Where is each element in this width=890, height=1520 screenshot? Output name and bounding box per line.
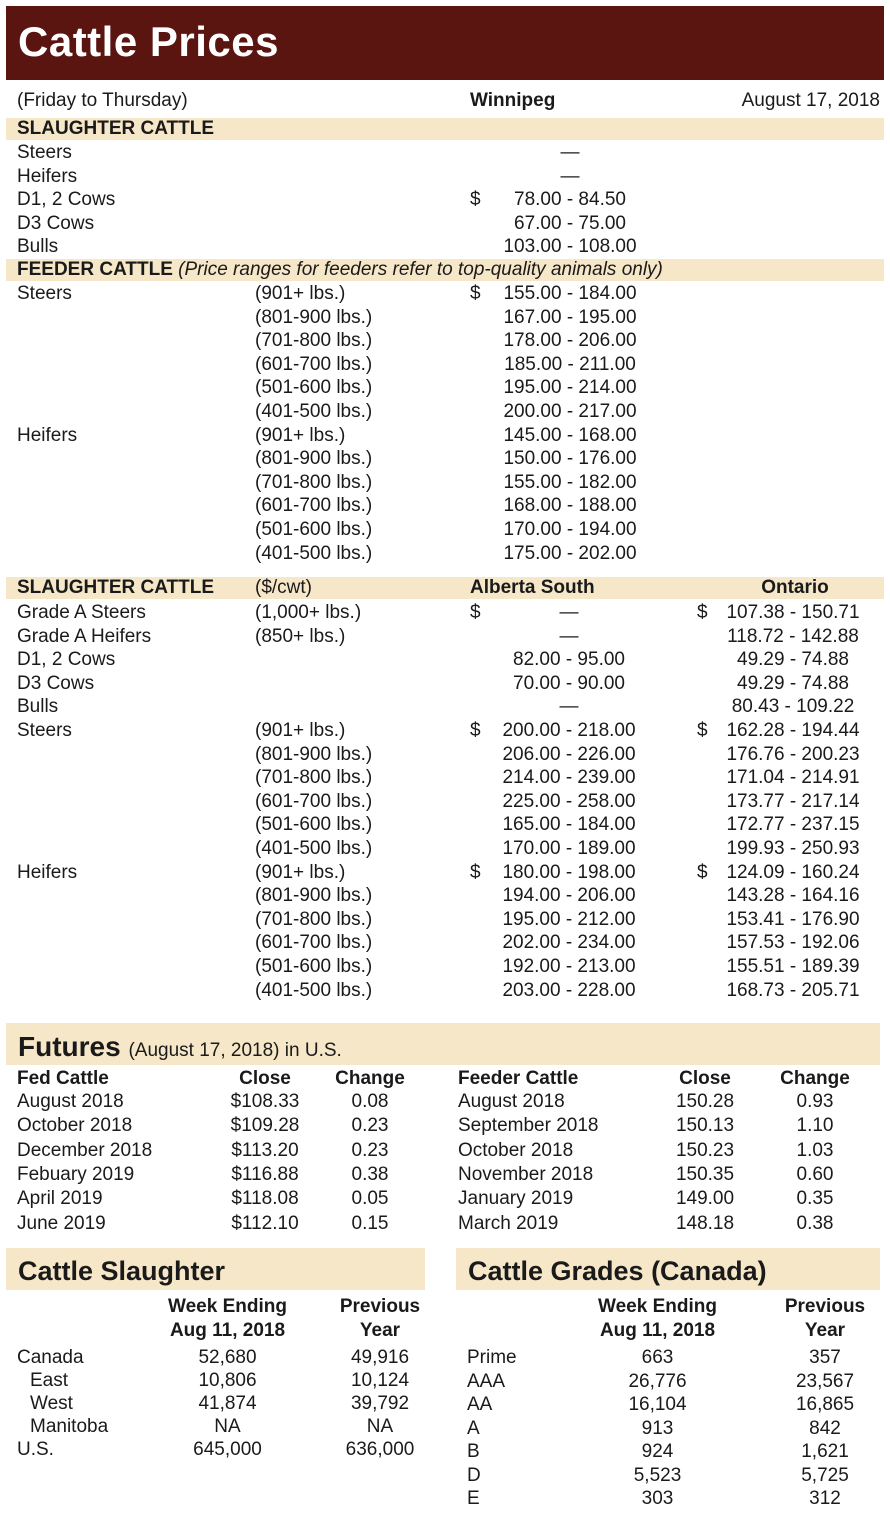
weight-class: (501-600 lbs.) [255, 956, 373, 977]
alberta-price: 214.00 - 239.00 [502, 767, 636, 789]
row-label: Heifers [17, 165, 78, 187]
currency-symbol: $ [697, 861, 708, 883]
prev-value: NA [366, 1416, 394, 1437]
futures-subtitle: (August 17, 2018) in U.S. [128, 1040, 342, 1061]
weight-class: (601-700 lbs.) [255, 353, 373, 375]
alberta-price: — [559, 602, 579, 623]
futures-title: Futures [18, 1031, 121, 1062]
unit-label: ($/cwt) [255, 577, 312, 598]
alberta-price: — [559, 625, 579, 647]
section-header-slaughter2: SLAUGHTER CATTLE [17, 577, 215, 598]
section-header-feeder [17, 259, 663, 281]
feeder-header-cell: Change [780, 1068, 850, 1089]
weight-class: (401-500 lbs.) [255, 401, 373, 422]
ontario-price: 49.29 - 74.88 [737, 672, 849, 694]
weight-class: (501-600 lbs.) [255, 519, 373, 540]
report-date: August 17, 2018 [741, 90, 880, 111]
feeder-cell: March 2019 [458, 1212, 559, 1234]
weight-class: (501-600 lbs.) [255, 377, 373, 399]
feeder-cell: 150.23 [675, 1139, 735, 1161]
prev-value: 5,725 [801, 1464, 849, 1486]
ontario-price: 107.38 - 150.71 [726, 602, 860, 623]
weight-class: (501-600 lbs.) [255, 814, 373, 836]
price-range: 195.00 - 214.00 [503, 377, 637, 399]
prev-value: 312 [809, 1488, 841, 1509]
feeder-cell: August 2018 [458, 1091, 565, 1112]
weight-class: (801-900 lbs.) [255, 306, 373, 328]
week-value: 913 [641, 1417, 674, 1439]
price-range: 170.00 - 194.00 [503, 519, 637, 540]
weight-class: (601-700 lbs.) [255, 790, 373, 812]
row-label: D1, 2 Cows [17, 649, 116, 671]
fed-cell: 0.23 [351, 1115, 389, 1137]
row-label: Bulls [17, 236, 59, 257]
row-label: West [30, 1393, 73, 1414]
weight-class: (901+ lbs.) [255, 720, 346, 741]
row-label: Steers [17, 283, 72, 304]
row-label: D3 Cows [17, 672, 95, 694]
fed-cell: $112.10 [231, 1212, 299, 1234]
week-value: 303 [641, 1488, 674, 1509]
currency-symbol: $ [470, 602, 481, 623]
prev-value: 636,000 [345, 1439, 415, 1460]
fed-cell: $113.20 [231, 1139, 299, 1161]
price-range: 67.00 - 75.00 [514, 212, 626, 234]
feeder-cell: 150.13 [675, 1115, 735, 1137]
col-header: Year [804, 1320, 846, 1341]
week-value: NA [214, 1416, 241, 1437]
fed-cell: 0.38 [351, 1163, 389, 1185]
feeder-note: (Price ranges for feeders refer to top-quality animals only) [178, 259, 663, 280]
currency-symbol: $ [697, 720, 708, 741]
col-header: Year [359, 1320, 401, 1341]
grade-label: A [467, 1417, 480, 1439]
grade-label: B [467, 1441, 480, 1462]
grade-label: AAA [467, 1370, 506, 1392]
feeder-cell: October 2018 [458, 1139, 574, 1161]
week-value: 41,874 [198, 1393, 257, 1414]
feeder-cell: 148.18 [675, 1212, 735, 1234]
slaughter-stats-band [6, 1248, 425, 1290]
feeder-cell: 150.35 [675, 1163, 735, 1185]
week-value: 10,806 [198, 1370, 257, 1391]
ontario-price: 168.73 - 205.71 [726, 979, 860, 1001]
ontario-price: 143.28 - 164.16 [726, 885, 860, 907]
weight-class: (701-800 lbs.) [255, 471, 373, 493]
price-range: 167.00 - 195.00 [503, 306, 637, 328]
row-label: Heifers [17, 424, 78, 446]
grade-label: D [467, 1464, 481, 1486]
row-label: Canada [17, 1347, 84, 1368]
fed-header-cell: Change [335, 1068, 405, 1089]
alberta-price: 70.00 - 90.00 [513, 672, 625, 694]
col-header: Week Ending [598, 1296, 717, 1317]
fed-cell: 0.05 [351, 1188, 389, 1210]
prev-value: 39,792 [350, 1393, 410, 1414]
week-value: 16,104 [628, 1394, 687, 1415]
price-range: 185.00 - 211.00 [504, 353, 636, 375]
period-label: (Friday to Thursday) [17, 90, 188, 111]
currency-symbol: $ [470, 189, 481, 210]
feeder-cell: 149.00 [675, 1188, 735, 1210]
week-value: 924 [641, 1441, 674, 1462]
ontario-price: 199.93 - 250.93 [726, 838, 860, 859]
weight-class: (701-800 lbs.) [255, 330, 373, 352]
section-header-slaughter: SLAUGHTER CATTLE [17, 118, 215, 139]
price-range: 103.00 - 108.00 [503, 236, 637, 257]
market-label: Winnipeg [470, 90, 556, 111]
col-header: Aug 11, 2018 [169, 1320, 286, 1341]
fed-header-cell: Close [239, 1068, 291, 1089]
price-range: 145.00 - 168.00 [503, 424, 637, 446]
weight-class: (850+ lbs.) [255, 625, 346, 647]
currency-symbol: $ [470, 861, 481, 883]
col-header: Week Ending [168, 1296, 287, 1317]
currency-symbol: $ [470, 283, 481, 304]
fed-cell: $118.08 [231, 1188, 299, 1210]
row-label: Grade A Steers [17, 602, 146, 623]
ontario-price: 176.76 - 200.23 [726, 743, 860, 765]
alberta-price: 180.00 - 198.00 [502, 861, 636, 883]
ontario-price: 171.04 - 214.91 [726, 767, 860, 789]
row-label: East [30, 1370, 69, 1391]
weight-class: (801-900 lbs.) [255, 743, 373, 765]
feeder-cell: September 2018 [458, 1115, 599, 1137]
weight-class: (801-900 lbs.) [255, 885, 373, 907]
feeder-cell: 0.60 [796, 1163, 834, 1185]
price-range: — [560, 142, 580, 163]
fed-cell: August 2018 [17, 1091, 124, 1112]
price-range: 168.00 - 188.00 [503, 495, 637, 517]
alberta-price: 200.00 - 218.00 [502, 720, 636, 741]
alberta-price: 82.00 - 95.00 [513, 649, 625, 671]
row-label: Heifers [17, 861, 78, 883]
alberta-price: 192.00 - 213.00 [502, 956, 636, 977]
ontario-price: 80.43 - 109.22 [731, 696, 855, 718]
fed-cell: June 2019 [17, 1212, 106, 1234]
fed-cell: $108.33 [230, 1091, 300, 1112]
grades-title: Cattle Grades (Canada) [468, 1256, 767, 1286]
weight-class: (901+ lbs.) [255, 283, 346, 304]
fed-cell: December 2018 [17, 1139, 153, 1161]
alberta-price: 195.00 - 212.00 [502, 908, 636, 930]
row-label: Grade A Heifers [17, 625, 152, 647]
col-ontario: Ontario [761, 577, 829, 598]
price-range: 150.00 - 176.00 [503, 448, 637, 470]
row-label: D1, 2 Cows [17, 189, 116, 210]
weight-class: (901+ lbs.) [255, 424, 346, 446]
weight-class: (401-500 lbs.) [255, 979, 373, 1001]
futures-band [6, 1023, 880, 1065]
week-value: 645,000 [193, 1439, 262, 1460]
fed-cell: October 2018 [17, 1115, 133, 1137]
fed-cell: 0.23 [351, 1139, 389, 1161]
feeder-cell: 150.28 [675, 1091, 735, 1112]
slaughter-stats-title: Cattle Slaughter [18, 1256, 226, 1286]
alberta-price: 202.00 - 234.00 [502, 932, 636, 954]
alberta-price: 170.00 - 189.00 [502, 838, 636, 859]
weight-class: (901+ lbs.) [255, 861, 346, 883]
prev-value: 1,621 [801, 1441, 849, 1462]
ontario-price: 172.77 - 237.15 [726, 814, 860, 836]
title-banner [6, 6, 884, 80]
fed-cell: $109.28 [230, 1115, 300, 1137]
weight-class: (401-500 lbs.) [255, 542, 373, 564]
price-range: 155.00 - 182.00 [503, 471, 637, 493]
weight-class: (801-900 lbs.) [255, 448, 373, 470]
ontario-price: 155.51 - 189.39 [726, 956, 860, 977]
feeder-header-cell: Feeder Cattle [458, 1068, 579, 1089]
row-label: Steers [17, 142, 72, 163]
feeder-cell: 0.93 [796, 1091, 834, 1112]
futures-heading [18, 1031, 342, 1063]
feeder-header: FEEDER CATTLE [17, 259, 173, 280]
currency-symbol: $ [697, 602, 708, 623]
weight-class: (701-800 lbs.) [255, 908, 373, 930]
row-label: U.S. [17, 1439, 54, 1460]
ontario-price: 157.53 - 192.06 [726, 932, 860, 954]
col-alberta: Alberta South [470, 577, 595, 598]
week-value: 26,776 [628, 1370, 687, 1392]
week-value: 5,523 [633, 1464, 682, 1486]
feeder-cell: 1.03 [796, 1139, 834, 1161]
fed-cell: April 2019 [17, 1188, 103, 1210]
weight-class: (401-500 lbs.) [255, 838, 373, 859]
grade-label: Prime [467, 1347, 517, 1368]
alberta-price: 206.00 - 226.00 [502, 743, 636, 765]
price-range: 178.00 - 206.00 [503, 330, 637, 352]
prev-value: 49,916 [350, 1347, 410, 1368]
prev-value: 10,124 [350, 1370, 410, 1391]
row-label: Manitoba [30, 1416, 109, 1437]
ontario-price: 118.72 - 142.88 [727, 625, 859, 647]
price-range: — [560, 165, 580, 187]
ontario-price: 162.28 - 194.44 [726, 720, 860, 741]
col-header: Previous [784, 1296, 866, 1317]
fed-cell: 0.15 [351, 1212, 389, 1234]
currency-symbol: $ [470, 720, 481, 741]
weight-class: (601-700 lbs.) [255, 932, 373, 954]
price-range: 175.00 - 202.00 [503, 542, 637, 564]
prev-value: 842 [809, 1417, 841, 1439]
prev-value: 16,865 [795, 1394, 855, 1415]
alberta-price: 203.00 - 228.00 [502, 979, 636, 1001]
fed-cell: $116.88 [231, 1163, 299, 1185]
row-label: Steers [17, 720, 72, 741]
price-range: 78.00 - 84.50 [514, 189, 626, 210]
week-value: 52,680 [198, 1347, 257, 1368]
fed-cell: 0.08 [351, 1091, 389, 1112]
col-header: Previous [339, 1296, 421, 1317]
row-label: D3 Cows [17, 212, 95, 234]
page-title: Cattle Prices [18, 18, 279, 65]
grade-label: E [467, 1488, 480, 1509]
feeder-cell: November 2018 [458, 1163, 594, 1185]
weight-class: (1,000+ lbs.) [255, 602, 362, 623]
feeder-cell: 0.38 [796, 1212, 834, 1234]
ontario-price: 124.09 - 160.24 [726, 861, 860, 883]
weight-class: (701-800 lbs.) [255, 767, 373, 789]
ontario-price: 153.41 - 176.90 [726, 908, 860, 930]
week-value: 663 [641, 1347, 674, 1368]
price-range: 200.00 - 217.00 [503, 401, 637, 422]
weight-class: (601-700 lbs.) [255, 495, 373, 517]
feeder-cell: 0.35 [796, 1188, 834, 1210]
fed-header-cell: Fed Cattle [17, 1068, 109, 1089]
row-label: Bulls [17, 696, 59, 718]
col-header: Aug 11, 2018 [599, 1320, 716, 1341]
alberta-price: 165.00 - 184.00 [502, 814, 636, 836]
alberta-price: 194.00 - 206.00 [502, 885, 636, 907]
grade-label: AA [467, 1394, 493, 1415]
alberta-price: — [559, 696, 579, 718]
alberta-price: 225.00 - 258.00 [502, 790, 636, 812]
feeder-cell: 1.10 [796, 1115, 834, 1137]
feeder-cell: January 2019 [458, 1188, 574, 1210]
price-range: 155.00 - 184.00 [503, 283, 637, 304]
fed-cell: Febuary 2019 [17, 1163, 135, 1185]
grades-band [456, 1248, 880, 1290]
prev-value: 357 [809, 1347, 841, 1368]
prev-value: 23,567 [795, 1370, 855, 1392]
ontario-price: 173.77 - 217.14 [726, 790, 860, 812]
feeder-header-cell: Close [679, 1068, 731, 1089]
ontario-price: 49.29 - 74.88 [737, 649, 849, 671]
